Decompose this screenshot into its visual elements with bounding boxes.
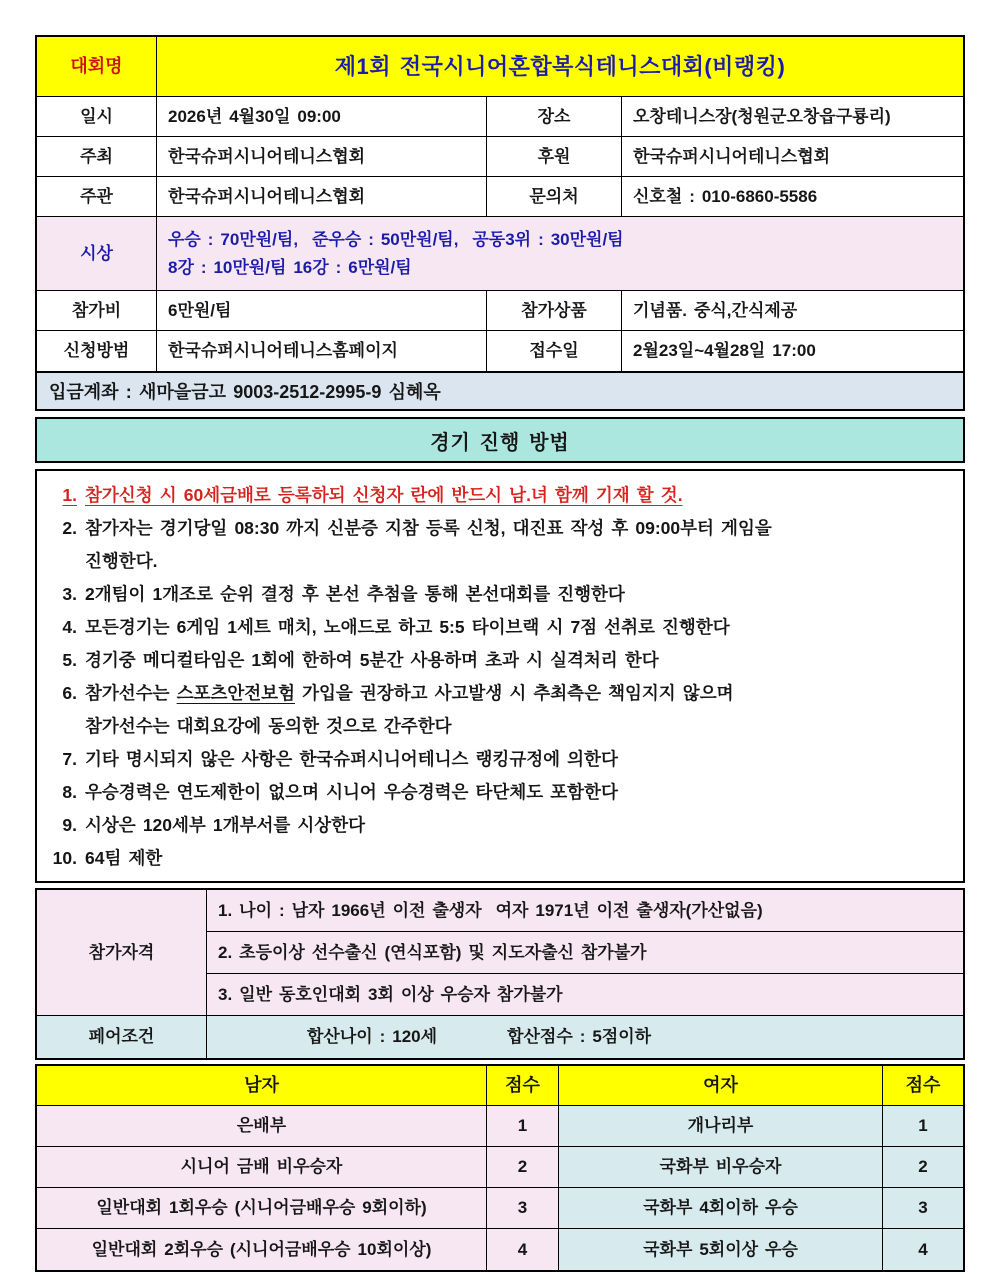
rule-number: 9. <box>62 815 77 835</box>
eligibility-item-2: 2. 초등이상 선수출신 (연식포함) 및 지도자출신 참가불가 <box>207 932 963 974</box>
label-awards: 시상 <box>37 217 157 291</box>
men-division: 은배부 <box>37 1106 487 1147</box>
women-score: 1 <box>883 1106 963 1147</box>
pair-condition-label: 페어조건 <box>37 1016 207 1058</box>
value-reception-date: 2월23일~4월28일 17:00 <box>633 341 816 361</box>
rule-text: 시상은 120세부 1개부서를 시상한다 <box>85 815 366 835</box>
rule-10 <box>45 842 955 875</box>
value-sponsor: 한국슈퍼시니어테니스협회 <box>622 137 963 177</box>
column-header-women-score: 점수 <box>883 1066 963 1106</box>
value-contact: 신호철 : 010-6860-5586 <box>622 177 963 217</box>
men-score: 1 <box>487 1106 559 1147</box>
info-table <box>35 35 965 373</box>
men-score: 4 <box>487 1229 559 1270</box>
label-reception-date: 접수일 <box>487 331 622 371</box>
rule-8 <box>45 776 955 809</box>
rule-text: 64팀 제한 <box>85 848 163 868</box>
eligibility-item-1: 1. 나이 : 남자 1966년 이전 출생자 여자 1971년 이전 출생자(가산없음) <box>207 890 963 932</box>
rule-9 <box>45 809 955 842</box>
rule-6-pre: 참가선수는 <box>85 683 177 703</box>
rule-number: 10. <box>52 848 77 868</box>
rule-2 <box>45 512 955 545</box>
pair-score: 합산점수 : 5점이하 <box>507 1027 652 1047</box>
eligibility-table <box>35 888 965 1060</box>
women-division: 국화부 5회이상 우승 <box>559 1229 883 1270</box>
rule-number: 3. <box>62 584 77 604</box>
rule-number: 2. <box>62 518 77 538</box>
rule-text: 진행한다. <box>85 551 158 571</box>
label-organizer: 주관 <box>37 177 157 217</box>
eligibility-item-3: 3. 일반 동호인대회 3회 이상 우승자 참가불가 <box>207 974 963 1016</box>
value-host: 한국슈퍼시니어테니스협회 <box>157 137 487 177</box>
women-score: 3 <box>883 1188 963 1229</box>
rule-6 <box>45 677 955 710</box>
award-line-2: 8강 : 10만원/팀 16강 : 6만원/팀 <box>168 257 412 277</box>
label-place: 장소 <box>487 97 622 137</box>
men-division: 시니어 금배 비우승자 <box>37 1147 487 1188</box>
value-entry-fee: 6만원/팀 <box>157 291 487 331</box>
label-host: 주최 <box>37 137 157 177</box>
rule-number: 4. <box>62 617 77 637</box>
eligibility-label: 참가자격 <box>37 890 207 1016</box>
men-score: 2 <box>487 1147 559 1188</box>
rule-number: 6. <box>62 683 77 703</box>
rule-1 <box>45 479 955 512</box>
label-contact: 문의처 <box>487 177 622 217</box>
label-apply-method: 신청방범 <box>37 331 157 371</box>
rule-text: 우승경력은 연도제한이 없으며 시니어 우승경력은 타단체도 포함한다 <box>85 782 618 802</box>
label-entry-fee: 참가비 <box>37 291 157 331</box>
value-gifts: 기념품. 중식,간식제공 <box>622 291 963 331</box>
label-sponsor: 후원 <box>487 137 622 177</box>
label-date: 일시 <box>37 97 157 137</box>
pair-age: 합산나이 : 120세 <box>307 1027 438 1047</box>
women-division: 개나리부 <box>559 1106 883 1147</box>
bank-account-row: 입금계좌 : 새마을금고 9003-2512-2995-9 심혜옥 <box>35 371 965 411</box>
rule-text <box>85 677 734 710</box>
value-date: 2026년 4월30일 09:00 <box>157 97 487 137</box>
value-awards <box>157 217 963 291</box>
pair-condition-value <box>207 1016 963 1058</box>
rule-text: 모든경기는 6게임 1세트 매치, 노애드로 하고 5:5 타이브랙 시 7점 선취로 진행한다 <box>85 617 730 637</box>
rule-6-cont <box>45 710 955 743</box>
column-header-men-score: 점수 <box>487 1066 559 1106</box>
rule-number <box>45 710 77 743</box>
rule-6-underlined: 스포츠안전보험 <box>176 683 295 703</box>
rule-number: 8. <box>62 782 77 802</box>
rule-3 <box>45 578 955 611</box>
rule-2-cont <box>45 545 955 578</box>
men-division: 일반대회 1회우승 (시니어금배우승 9회이하) <box>37 1188 487 1229</box>
rule-5 <box>45 644 955 677</box>
rule-text: 참가자는 경기당일 08:30 까지 신분증 지참 등록 신청, 대진표 작성 후 09:00부터 게임을 <box>85 518 772 538</box>
tournament-title: 제1회 전국시니어혼합복식테니스대회(비랭킹) <box>157 37 963 97</box>
rule-6-post: 가입을 권장하고 사고발생 시 추최측은 책임지지 않으며 <box>294 683 734 703</box>
rule-number: 5. <box>62 650 77 670</box>
rule-number: 1. <box>62 485 77 505</box>
rule-number: 7. <box>62 749 77 769</box>
rule-text: 기타 명시되지 않은 사항은 한국슈퍼시니어테니스 랭킹규정에 의한다 <box>85 749 618 769</box>
rules-list <box>35 469 965 883</box>
rule-text: 참가선수는 대회요강에 동의한 것으로 간주한다 <box>85 716 452 736</box>
tournament-name-label: 대회명 <box>37 37 157 97</box>
women-division: 국화부 4회이하 우승 <box>559 1188 883 1229</box>
value-place: 오창테니스장(청원군오창읍구룡리) <box>622 97 963 137</box>
women-division: 국화부 비우승자 <box>559 1147 883 1188</box>
rule-4 <box>45 611 955 644</box>
tournament-notice <box>35 35 965 1272</box>
method-section-header: 경기 진행 방법 <box>35 417 965 463</box>
women-score: 2 <box>883 1147 963 1188</box>
value-organizer: 한국슈퍼시니어테니스협회 <box>157 177 487 217</box>
rule-text: 2개팀이 1개조로 순위 결정 후 본선 추첨을 통해 본선대회를 진행한다 <box>85 584 625 604</box>
women-score: 4 <box>883 1229 963 1270</box>
rule-7 <box>45 743 955 776</box>
rule-text: 경기중 메디컬타임은 1회에 한하여 5분간 사용하며 초과 시 실격처리 한다 <box>85 650 659 670</box>
rule-number <box>45 545 77 578</box>
award-line-1: 우승 : 70만원/팀, 준우승 : 50만원/팀, 공동3위 : 30만원/팀 <box>168 230 624 250</box>
score-table <box>35 1064 965 1272</box>
column-header-women: 여자 <box>559 1066 883 1106</box>
column-header-men: 남자 <box>37 1066 487 1106</box>
men-score: 3 <box>487 1188 559 1229</box>
rule-text: 참가신청 시 60세금배로 등록하되 신청자 란에 반드시 남.녀 함께 기재 할 것. <box>85 485 683 505</box>
men-division: 일반대회 2회우승 (시니어금배우승 10회이상) <box>37 1229 487 1270</box>
value-apply-method: 한국슈퍼시니어테니스홈페이지 <box>157 331 487 371</box>
label-gifts: 참가상품 <box>487 291 622 331</box>
